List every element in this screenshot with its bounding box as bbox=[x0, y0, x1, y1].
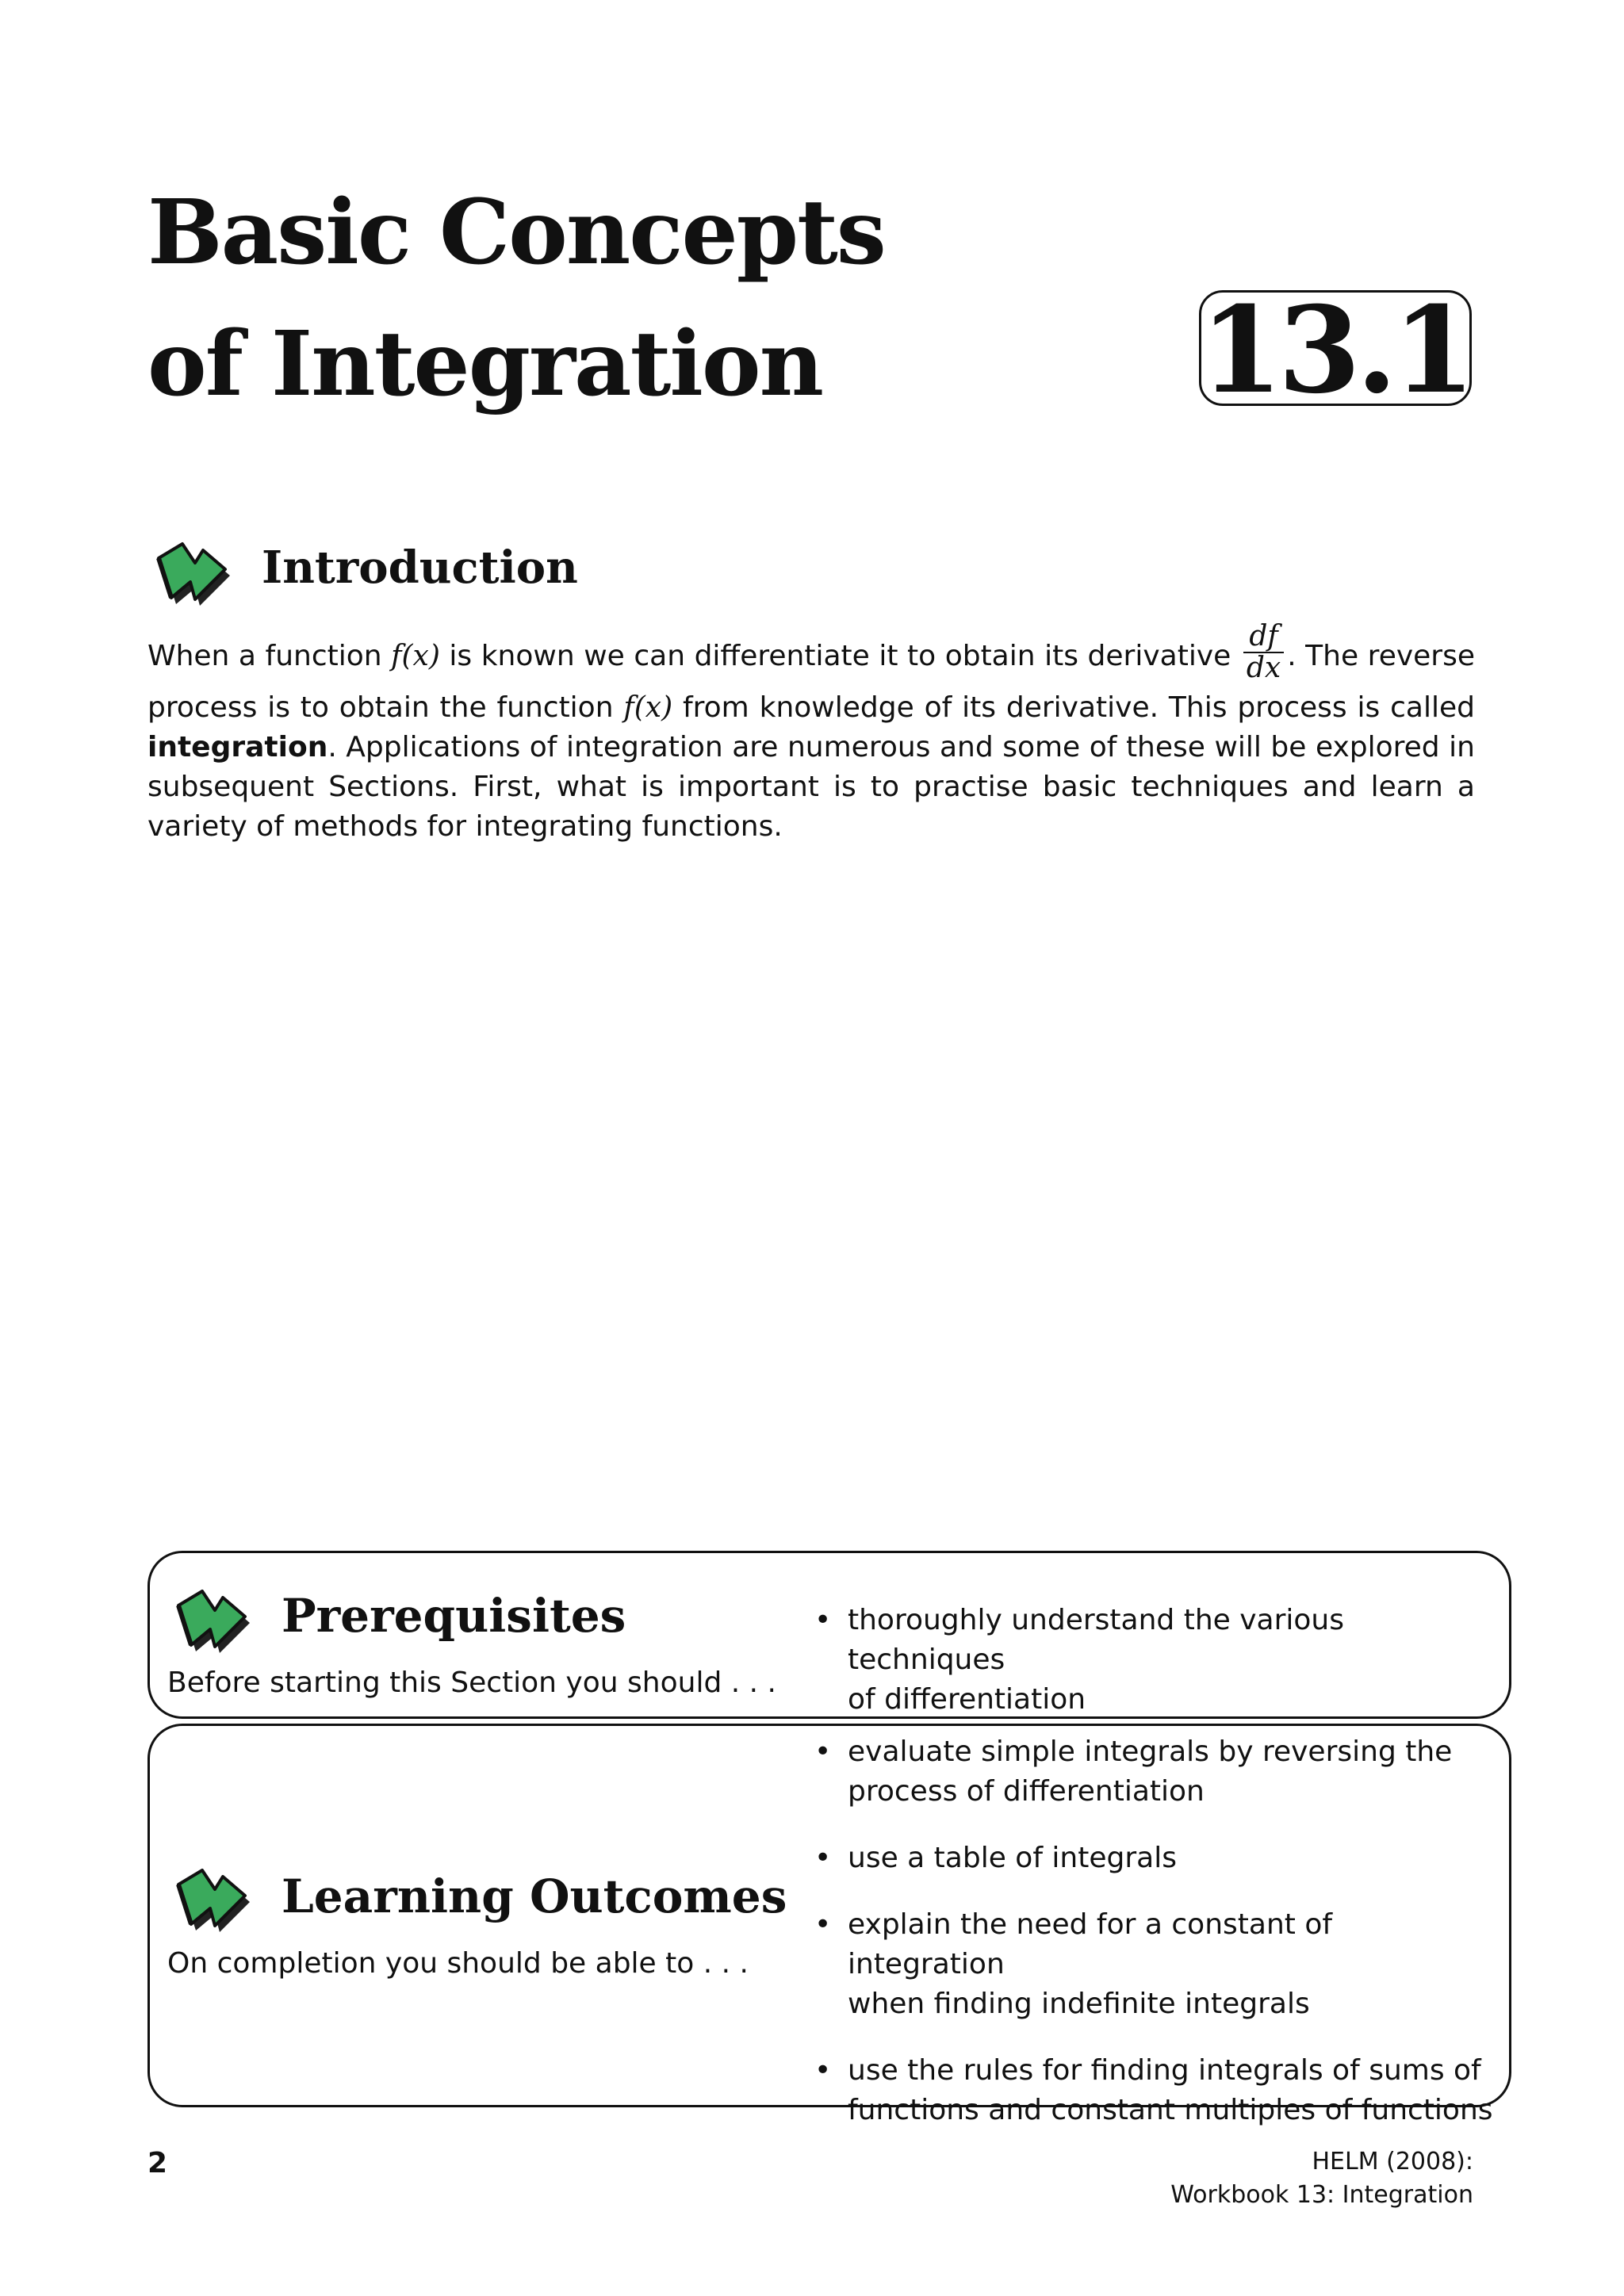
learning-outcomes-heading: Learning Outcomes bbox=[282, 1869, 787, 1923]
derivative-fraction bbox=[1243, 622, 1284, 683]
fraction-denominator: dx bbox=[1246, 652, 1281, 684]
intro-text: from knowledge of its derivative. This process is called bbox=[672, 691, 1475, 724]
page-number: 2 bbox=[147, 2147, 168, 2179]
title-line-2: of Integration bbox=[147, 312, 822, 416]
introduction-paragraph bbox=[147, 620, 1475, 847]
section-number: 13.1 bbox=[1200, 281, 1471, 420]
prerequisites-list bbox=[814, 1601, 1480, 1720]
learning-outcomes-subtitle: On completion you should be able to . . . bbox=[167, 1947, 749, 1980]
intro-text: . The reverse process is to obtain the function bbox=[147, 640, 1475, 724]
bold-term: integration bbox=[147, 731, 328, 763]
footer-source bbox=[1170, 2145, 1473, 2212]
prerequisites-heading: Prerequisites bbox=[282, 1589, 626, 1643]
introduction-heading: Introduction bbox=[262, 541, 578, 594]
footer-source-line-1: HELM (2008): bbox=[1312, 2148, 1473, 2175]
intro-text: When a function bbox=[147, 640, 392, 672]
fraction-numerator: df bbox=[1243, 622, 1284, 653]
learning-outcomes-list bbox=[814, 1732, 1496, 2130]
math-fx: f(x) bbox=[623, 691, 673, 724]
title-line-1: Basic Concepts bbox=[147, 181, 885, 285]
section-number-box bbox=[1199, 281, 1472, 420]
arrow-icon bbox=[147, 526, 232, 606]
prerequisites-box bbox=[147, 1551, 1511, 1719]
learning-outcomes-box bbox=[147, 1724, 1511, 2126]
arrow-icon bbox=[167, 1853, 251, 1932]
prerequisites-subtitle: Before starting this Section you should . . . bbox=[167, 1667, 776, 1699]
list-item: • use a table of integrals bbox=[814, 1839, 1496, 1878]
intro-text: is known we can differentiate it to obtain its derivative bbox=[439, 640, 1240, 672]
list-item: • use the rules for finding integrals of sums of functions and constant multiples of functions bbox=[814, 2051, 1496, 2130]
arrow-icon bbox=[167, 1574, 251, 1653]
intro-text: . Applications of integration are numerous and some of these will be explored in subsequent Sections. First, what is important is to practise basic techniques and learn a variety of methods for integrating functions. bbox=[147, 731, 1475, 843]
list-item: • evaluate simple integrals by reversing the process of differentiation bbox=[814, 1732, 1496, 1812]
list-item: • explain the need for a constant of integration when finding indefinite integrals bbox=[814, 1905, 1496, 2024]
math-fx: f(x) bbox=[391, 640, 440, 672]
footer-source-line-2: Workbook 13: Integration bbox=[1170, 2181, 1473, 2209]
list-item: • thoroughly understand the various techniques of differentiation bbox=[814, 1601, 1480, 1720]
